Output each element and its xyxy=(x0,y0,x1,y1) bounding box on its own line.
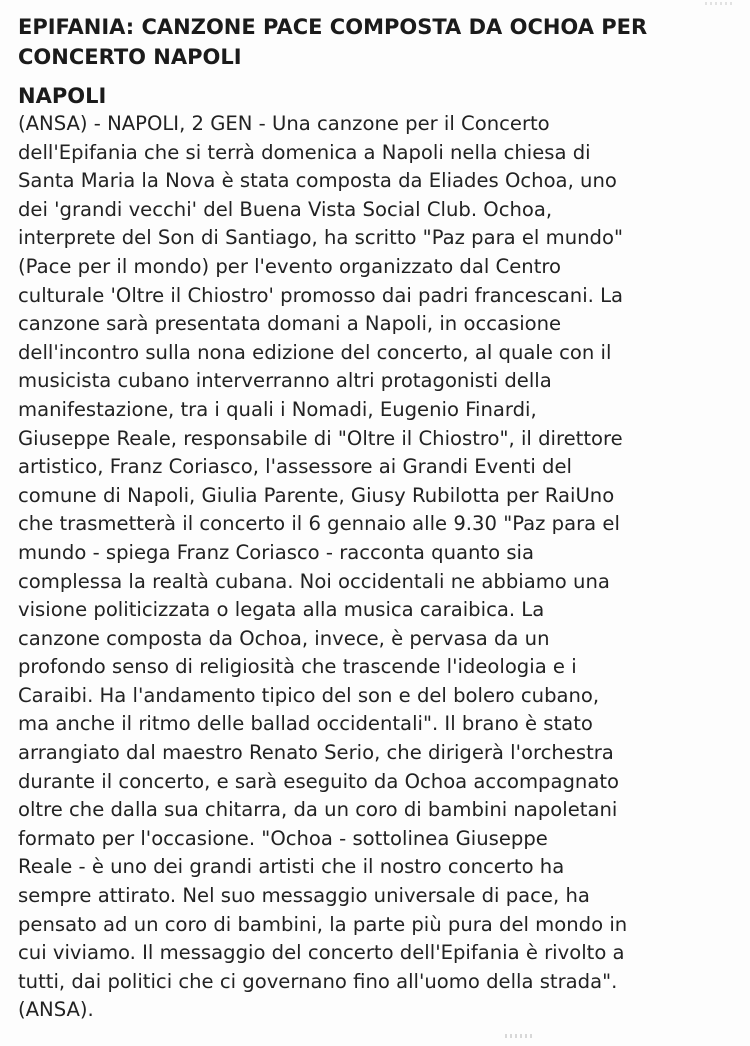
article-dateline: NAPOLI xyxy=(18,84,107,108)
body-line: Santa Maria la Nova è stata composta da Eliades Ochoa, uno xyxy=(18,169,617,193)
body-line: culturale 'Oltre il Chiostro' promosso dai padri francescani. La xyxy=(18,283,624,307)
body-line: profondo senso di religiosità che trascende l'ideologia e i xyxy=(18,655,577,679)
body-line: comune di Napoli, Giulia Parente, Giusy Rubilotta per RaiUno xyxy=(18,483,615,507)
body-line: (Pace per il mondo) per l'evento organizzato dal Centro xyxy=(18,254,561,278)
body-line: manifestazione, tra i quali i Nomadi, Eugenio Finardi, xyxy=(18,397,537,421)
body-line: Caraibi. Ha l'andamento tipico del son e del bolero cubano, xyxy=(18,683,600,707)
body-line: dell'incontro sulla nona edizione del concerto, al quale con il xyxy=(18,340,612,364)
body-line: tutti, dai politici che ci governano fino all'uomo della strada". xyxy=(18,969,618,993)
body-line: musicista cubano interverranno altri protagonisti della xyxy=(18,369,552,393)
body-line: canzone sarà presentata domani a Napoli, in occasione xyxy=(18,312,562,336)
body-line: interprete del Son di Santiago, ha scritto "Paz para el mundo" xyxy=(18,226,623,250)
article-body xyxy=(18,110,738,1025)
body-line: dell'Epifania che si terrà domenica a Napoli nella chiesa di xyxy=(18,140,591,164)
body-line: dei 'grandi vecchi' del Buena Vista Social Club. Ochoa, xyxy=(18,197,553,221)
body-line: sempre attirato. Nel suo messaggio universale di pace, ha xyxy=(18,884,590,908)
body-line: durante il concerto, e sarà eseguito da Ochoa accompagnato xyxy=(18,769,620,793)
body-line: visione politicizzata o legata alla musica caraibica. La xyxy=(18,598,545,622)
body-line: che trasmetterà il concerto il 6 gennaio alle 9.30 "Paz para el xyxy=(18,512,620,536)
body-line: canzone composta da Ochoa, invece, è pervasa da un xyxy=(18,626,550,650)
scan-artifact xyxy=(505,1034,535,1038)
body-line: (ANSA) - NAPOLI, 2 GEN - Una canzone per il Concerto xyxy=(18,112,550,135)
scan-artifact xyxy=(705,2,735,5)
article-headline: EPIFANIA: CANZONE PACE COMPOSTA DA OCHOA PER CONCERTO NAPOLI xyxy=(18,15,648,69)
body-line: complessa la realtà cubana. Noi occidentali ne abbiamo una xyxy=(18,569,610,593)
body-line: oltre che dalla sua chitarra, da un coro di bambini napoletani xyxy=(18,798,618,822)
body-line: ma anche il ritmo delle ballad occidentali". Il brano è stato xyxy=(18,712,593,736)
body-line: artistico, Franz Coriasco, l'assessore ai Grandi Eventi del xyxy=(18,455,572,479)
body-line: pensato ad un coro di bambini, la parte più pura del mondo in xyxy=(18,912,628,936)
body-line: cui viviamo. Il messaggio del concerto dell'Epifania è rivolto a xyxy=(18,941,625,965)
body-line: arrangiato dal maestro Renato Serio, che dirigerà l'orchestra xyxy=(18,741,614,765)
body-line: Giuseppe Reale, responsabile di "Oltre il Chiostro", il direttore xyxy=(18,426,623,450)
body-line: formato per l'occasione. "Ochoa - sottolinea Giuseppe xyxy=(18,826,548,850)
body-line: mundo - spiega Franz Coriasco - racconta quanto sia xyxy=(18,540,534,564)
body-line: (ANSA). xyxy=(18,998,94,1022)
body-line: Reale - è uno dei grandi artisti che il nostro concerto ha xyxy=(18,855,565,879)
